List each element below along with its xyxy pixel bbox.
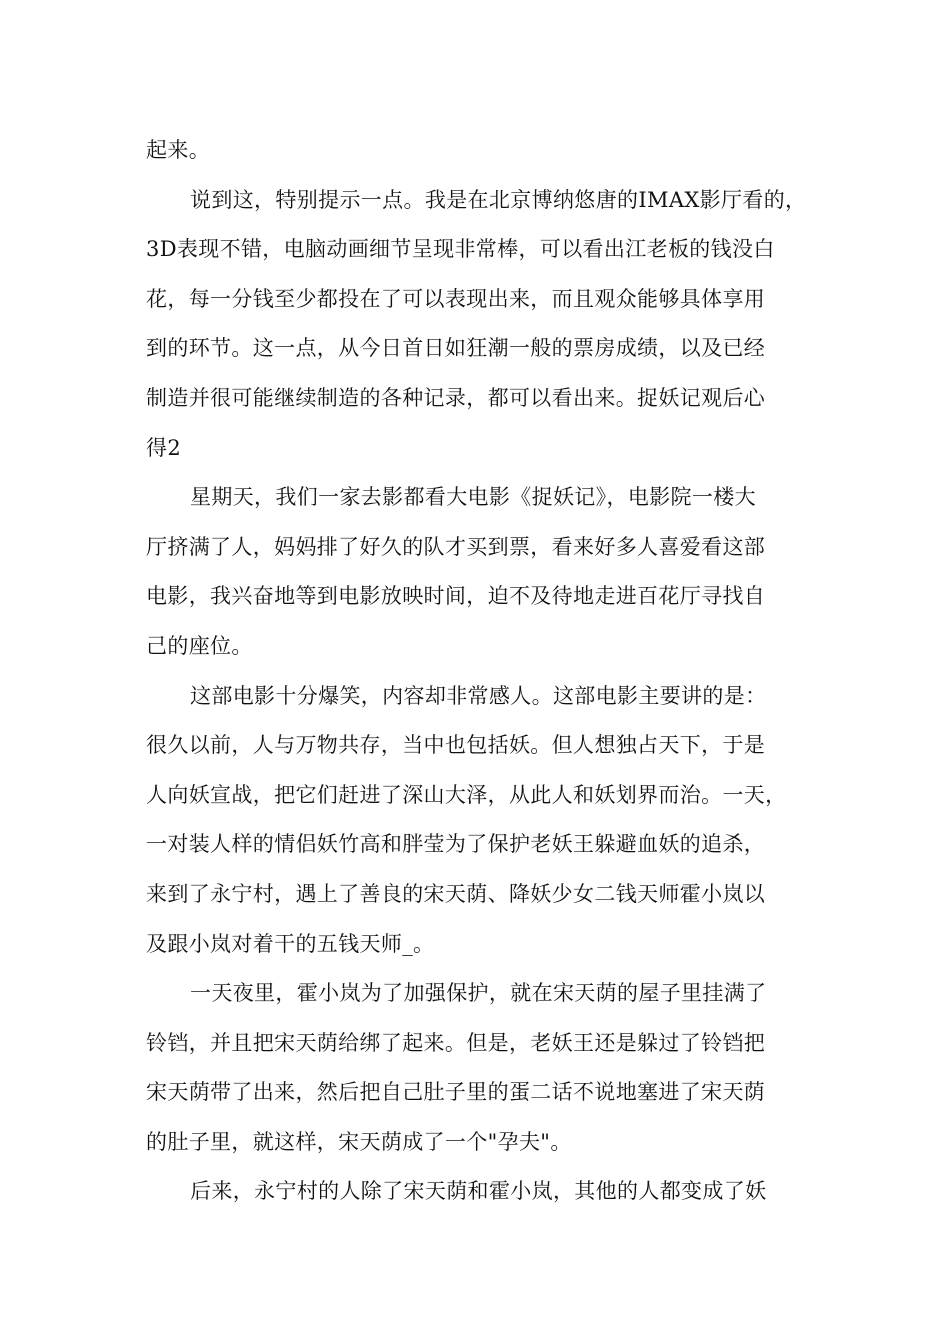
text-line: 来到了永宁村，遇上了善良的宋天荫、降妖少女二钱天师霍小岚以 [146, 881, 766, 906]
text-line: 制造并很可能继续制造的各种记录，都可以看出来。捉妖记观后心 [146, 385, 766, 410]
text-line: 花，每一分钱至少都投在了可以表现出来，而且观众能够具体享用 [146, 286, 766, 311]
text-line: 己的座位。 [146, 633, 253, 658]
text-line: 一天夜里，霍小岚为了加强保护，就在宋天荫的屋子里挂满了 [190, 981, 767, 1006]
text-line: 得2 [146, 435, 182, 460]
body-text [146, 126, 810, 1217]
text-line: 厅挤满了人，妈妈排了好久的队才买到票，看来好多人喜爱看这部 [146, 534, 766, 559]
text-line: 3D表现不错，电脑动画细节呈现非常棒，可以看出江老板的钱没白 [146, 237, 775, 262]
text-line: 说到这，特别提示一点。我是在北京博纳悠唐的IMAX影厅看的， [190, 187, 807, 212]
text-line: 电影，我兴奋地等到电影放映时间，迫不及待地走进百花厅寻找自 [146, 584, 766, 609]
text-line: 这部电影十分爆笑，内容却非常感人。这部电影主要讲的是： [190, 683, 767, 708]
text-line: 及跟小岚对着干的五钱天师_。 [146, 931, 435, 956]
text-line: 的肚子里，就这样，宋天荫成了一个"孕夫"。 [146, 1129, 572, 1154]
text-line: 宋天荫带了出来，然后把自己肚子里的蛋二话不说地塞进了宋天荫 [146, 1080, 766, 1105]
text-line: 人向妖宣战，把它们赶进了深山大泽，从此人和妖划界而治。一天， [146, 782, 787, 807]
text-line: 铃铛，并且把宋天荫给绑了起来。但是，老妖王还是躲过了铃铛把 [146, 1030, 766, 1055]
text-line: 星期天，我们一家去影都看大电影《捉妖记》，电影院一楼大 [190, 485, 756, 510]
text-line: 起来。 [146, 138, 211, 162]
text-line: 到的环节。这一点，从今日首日如狂潮一般的票房成绩，以及已经 [146, 336, 766, 361]
text-line: 一对装人样的情侣妖竹高和胖莹为了保护老妖王躲避血妖的追杀， [146, 832, 766, 857]
text-line: 后来，永宁村的人除了宋天荫和霍小岚，其他的人都变成了妖 [190, 1179, 767, 1204]
text-line: 很久以前，人与万物共存，当中也包括妖。但人想独占天下，于是 [146, 733, 766, 758]
